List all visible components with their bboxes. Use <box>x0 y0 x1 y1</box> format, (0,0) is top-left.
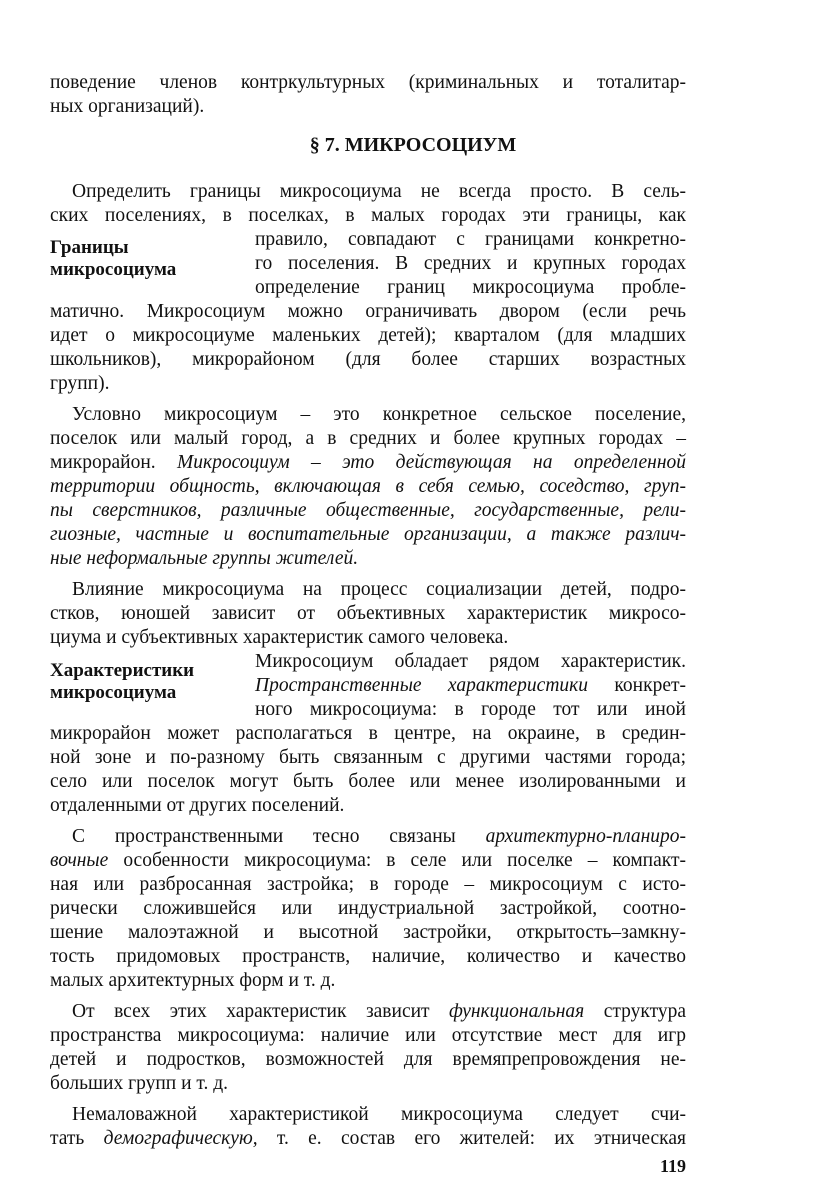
text-line: Влияние микросоциума на процесс социализации детей, подро- <box>72 579 686 600</box>
page-number: 119 <box>659 1156 686 1176</box>
text-line: Микросоциум обладает рядом характеристик. <box>255 651 686 672</box>
text-line: ских поселениях, в поселках, в малых городах эти границы, как <box>50 205 686 226</box>
margin-heading-characteristics: Характеристики <box>50 660 195 681</box>
text-line: детей и подростков, возможностей для времяпрепровождения не- <box>50 1049 686 1070</box>
italic-definition: территории общность, включающая в себя семью, соседство, груп- <box>50 476 686 497</box>
text-line: ных организаций). <box>50 96 205 117</box>
text-line: малых архитектурных форм и т. д. <box>50 970 336 991</box>
text-line: матично. Микросоциум можно ограничивать двором (если речь <box>50 301 686 322</box>
text-line: школьников), микрорайоном (для более старших возрастных <box>50 349 686 370</box>
text-line <box>50 523 686 547</box>
text-line: ного микросоциума: в городе тот или иной <box>255 699 686 720</box>
italic-definition: Микросоциум – это действующая на определенной <box>177 452 687 473</box>
text-line: рически сложившейся или индустриальной застройкой, соотно- <box>50 898 686 919</box>
text-span: структура <box>584 1001 686 1022</box>
text-line: определение границ микросоциума пробле- <box>255 277 686 298</box>
text-span: От всех этих характеристик зависит <box>72 1001 450 1022</box>
text-line: пространства микросоциума: наличие или отсутствие мест для игр <box>50 1025 686 1046</box>
text-line: шение малоэтажной и высотной застройки, открытость–замкну- <box>50 922 686 943</box>
text-span: т. е. состав его жителей: их этническая <box>257 1128 686 1149</box>
text-line: тость придомовых пространств, наличие, количество и качество <box>50 946 686 967</box>
text-span: тать <box>50 1128 104 1149</box>
margin-heading-borders: микросоциума <box>50 259 177 280</box>
text-line <box>50 825 686 849</box>
italic-term: Пространственные характеристики <box>255 675 589 696</box>
text-line: циума и субъективных характеристик самого человека. <box>50 627 509 648</box>
text-line: отдаленными от других поселений. <box>50 795 345 816</box>
text-line: больших групп и т. д. <box>50 1073 229 1094</box>
text-line: поселок или малый город, а в средних и более крупных городах – <box>50 428 686 449</box>
text-line <box>50 1000 686 1024</box>
text-line <box>50 475 686 499</box>
text-span: С пространственными тесно связаны <box>72 826 486 847</box>
text-line <box>50 547 686 571</box>
text-span: особенности микросоциума: в селе или поселке – компакт- <box>108 850 686 871</box>
italic-definition: пы сверстников, различные общественные, государственные, рели- <box>50 500 686 521</box>
text-span: микрорайон. <box>50 452 177 473</box>
text-line: поведение членов контркультурных (криминальных и тоталитар- <box>50 72 686 93</box>
text-line: ная или разбросанная застройка; в городе – микросоциум с исто- <box>50 874 686 895</box>
text-line: стков, юношей зависит от объективных характеристик микросо- <box>50 603 686 624</box>
text-line: идет о микросоциуме маленьких детей); кварталом (для младших <box>50 325 686 346</box>
italic-definition: гиозные, частные и воспитательные организации, а также различ- <box>50 524 686 545</box>
margin-heading-characteristics: микросоциума <box>50 682 177 703</box>
italic-term: архитектурно-планиро- <box>485 826 686 847</box>
italic-definition: ные неформальные группы жителей. <box>50 548 359 569</box>
section-title: § 7. МИКРОСОЦИУМ <box>309 134 517 156</box>
text-line: групп). <box>50 373 110 394</box>
text-line: Определить границы микросоциума не всегда просто. В сель- <box>72 181 686 202</box>
italic-term: демографическую, <box>103 1128 258 1149</box>
text-line: ной зоне и по-разному быть связанным с другими частями города; <box>50 747 686 768</box>
italic-term: вочные <box>50 850 109 871</box>
text-line: правило, совпадают с границами конкретно- <box>255 229 686 250</box>
text-span: конкрет- <box>588 675 686 696</box>
margin-heading-borders: Границы <box>50 237 129 258</box>
italic-term: функциональная <box>449 1001 585 1022</box>
text-line: го поселения. В средних и крупных городах <box>255 253 686 274</box>
text-line <box>50 499 686 523</box>
text-line <box>50 1127 686 1151</box>
text-line: Немаловажной характеристикой микросоциума следует счи- <box>72 1104 686 1125</box>
text-line: село или поселок могут быть более или менее изолированными и <box>50 771 686 792</box>
text-line: Условно микросоциум – это конкретное сельское поселение, <box>72 404 686 425</box>
text-line <box>50 451 686 475</box>
text-line: микрорайон может располагаться в центре, на окраине, в средин- <box>50 723 686 744</box>
text-line <box>255 674 686 698</box>
text-line <box>50 849 686 873</box>
